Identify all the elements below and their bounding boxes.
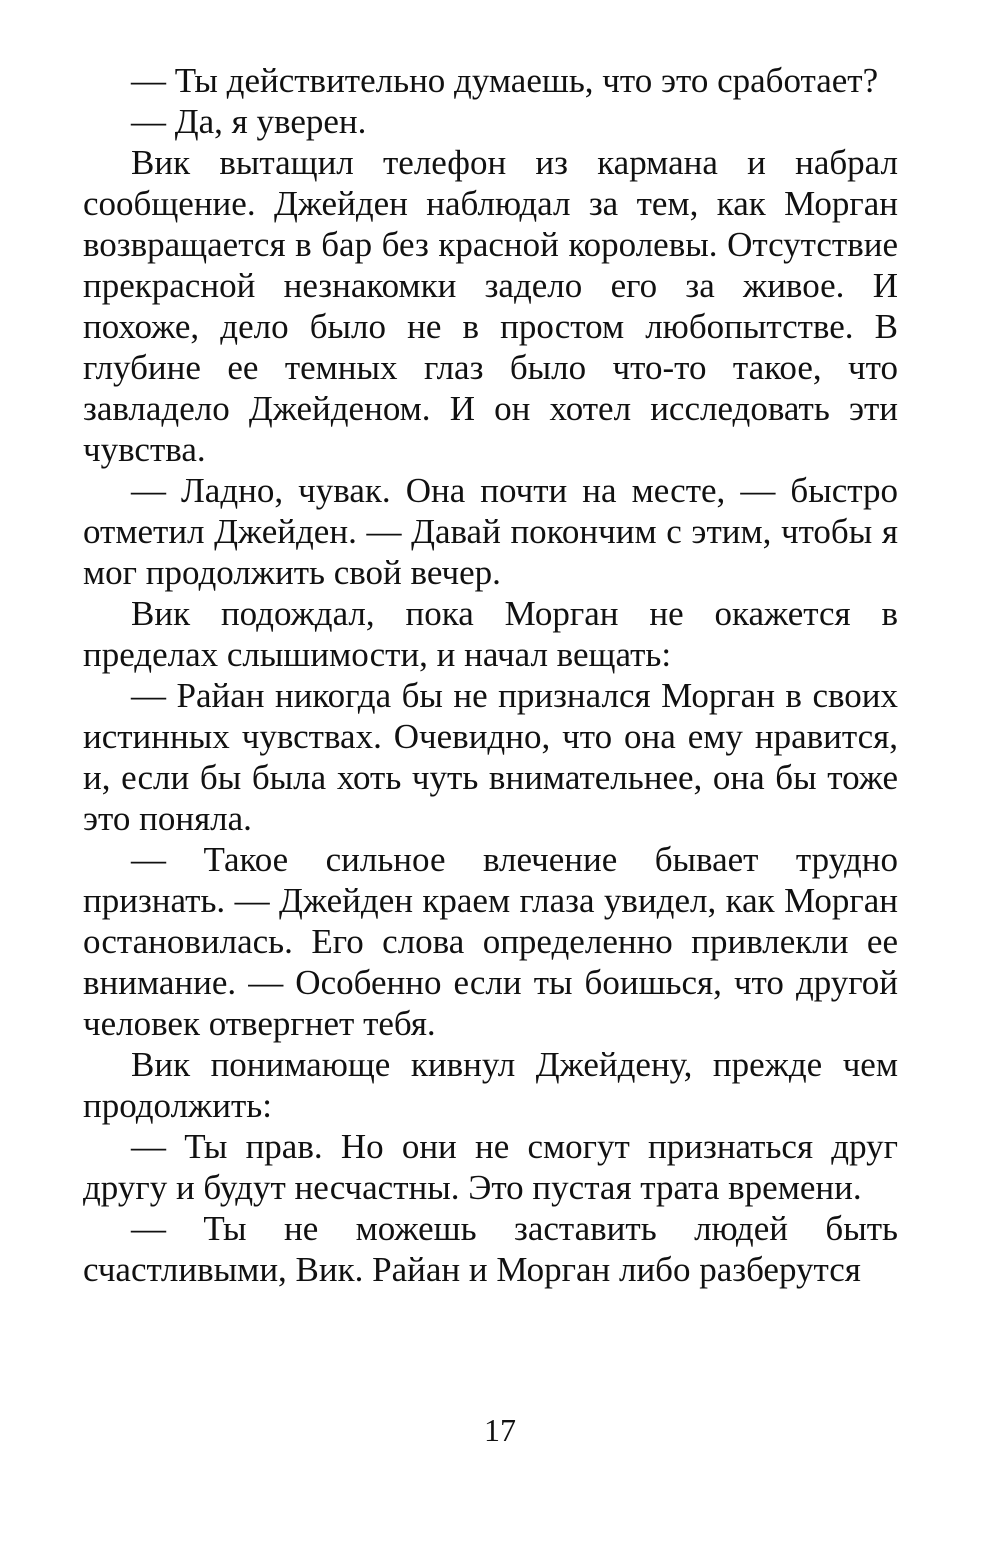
page-number: 17 bbox=[484, 1412, 516, 1448]
paragraph-1: — Ты действительно думаешь, что это сработает? bbox=[131, 61, 879, 100]
book-page-text bbox=[83, 60, 898, 1290]
paragraph-7: — Такое сильное влечение бывает трудно признать. — Джейден краем глаза увидел, как Морган остановилась. Его слова определенно привлекли ее внимание. — Особенно если ты боишься, что другой человек отвергнет тебя. bbox=[83, 840, 898, 1043]
paragraph-3: Вик вытащил телефон из кармана и набрал сообщение. Джейден наблюдал за тем, как Морган возвращается в бар без красной королевы. Отсутствие прекрасной незнакомки задело его за живое. И похоже, дело было не в простом любопытстве. В глубине ее темных глаз было что-то такое, что завладело Джейденом. И он хотел исследовать эти чувства. bbox=[83, 143, 898, 469]
paragraph-8: Вик понимающе кивнул Джейдену, прежде чем продолжить: bbox=[83, 1045, 898, 1125]
paragraph-10: — Ты не можешь заставить людей быть счастливыми, Вик. Райан и Морган либо разберутся bbox=[83, 1209, 898, 1289]
paragraph-2: — Да, я уверен. bbox=[131, 102, 367, 141]
paragraph-4: — Ладно, чувак. Она почти на месте, — быстро отметил Джейден. — Давай покончим с этим, чтобы я мог продолжить свой вечер. bbox=[83, 471, 898, 592]
paragraph-6: — Райан никогда бы не признался Морган в своих истинных чувствах. Очевидно, что она ему нравится, и, если бы была хоть чуть внимательнее, она бы тоже это поняла. bbox=[83, 676, 898, 838]
paragraph-5: Вик подождал, пока Морган не окажется в пределах слышимости, и начал вещать: bbox=[83, 594, 898, 674]
paragraph-9: — Ты прав. Но они не смогут признаться друг другу и будут несчастны. Это пустая трата времени. bbox=[83, 1127, 898, 1207]
